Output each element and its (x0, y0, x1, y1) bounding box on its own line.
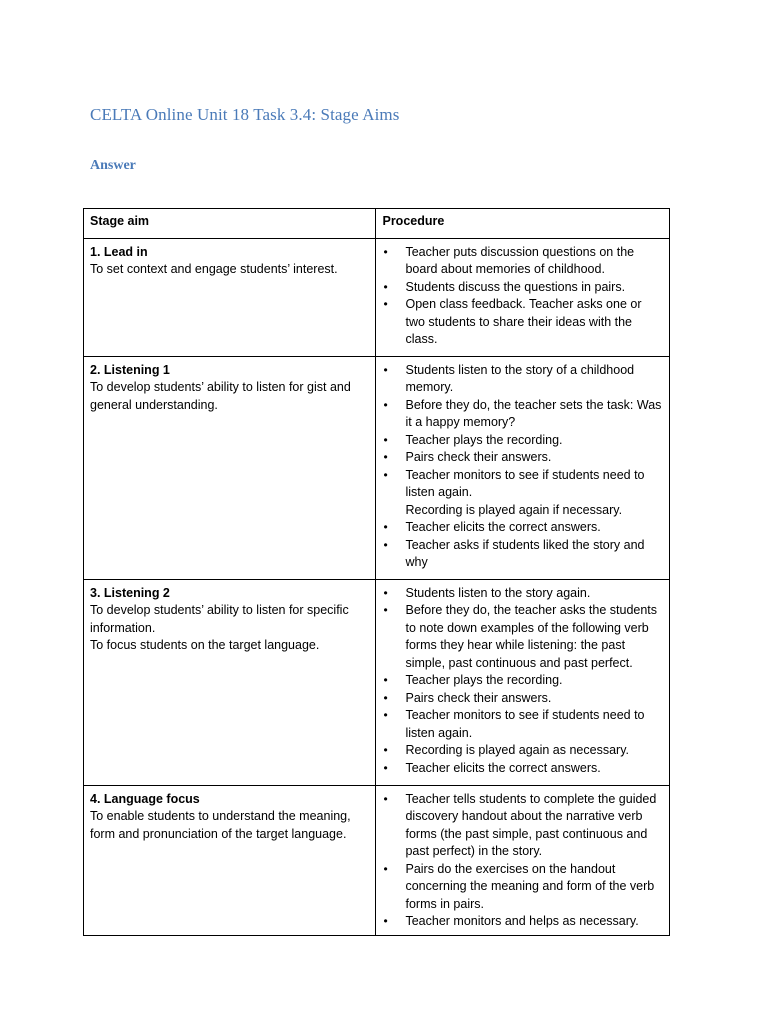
procedure-list (382, 791, 663, 931)
procedure-item: • Pairs check their answers. (382, 690, 663, 708)
procedure-item: • Open class feedback. Teacher asks one or two students to share their ideas with the class. (382, 296, 663, 349)
stage-name: 2. Listening 1 (90, 362, 170, 377)
table-row (84, 356, 670, 579)
procedure-item: • Before they do, the teacher sets the task: Was it a happy memory? (382, 397, 663, 432)
procedure-item: • Students listen to the story again. (382, 585, 663, 603)
procedure-item: • Teacher elicits the correct answers. (382, 760, 663, 778)
procedure-list (382, 585, 663, 778)
stage-aim-text: To focus students on the target language. (90, 638, 320, 652)
table-header-row (84, 209, 670, 239)
stage-aim-text: To develop students’ ability to listen for specific information. (90, 603, 349, 635)
answer-heading: Answer (90, 158, 136, 173)
stage-name: 3. Listening 2 (90, 585, 170, 600)
procedure-cell (376, 238, 670, 356)
procedure-item: • Pairs check their answers. (382, 449, 663, 467)
procedure-list (382, 244, 663, 349)
procedure-cell (376, 785, 670, 935)
procedure-item: • Teacher elicits the correct answers. (382, 519, 663, 537)
header-stage-aim: Stage aim (84, 209, 376, 239)
procedure-item: • Teacher tells students to complete the guided discovery handout about the narrative verb forms (the past simple, past continuous and past perfect) in the story. (382, 791, 663, 861)
procedure-item: • Students discuss the questions in pairs. (382, 279, 663, 297)
procedure-cell (376, 356, 670, 579)
procedure-item: Recording is played again if necessary. (405, 502, 623, 517)
procedure-list (382, 362, 663, 572)
stage-name: 4. Language focus (90, 791, 200, 806)
procedure-item: • Recording is played again as necessary. (382, 742, 663, 760)
procedure-item: • Before they do, the teacher asks the students to note down examples of the following verb forms they hear while listening: the past simple, past continuous and past perfect. (382, 602, 663, 672)
stage-aim-text: To set context and engage students’ interest. (90, 262, 338, 276)
procedure-item: • Teacher monitors and helps as necessary. (382, 913, 663, 931)
stage-aim-text: To develop students’ ability to listen for gist and general understanding. (90, 380, 351, 412)
stage-aim-cell (84, 356, 376, 579)
procedure-item: • Teacher monitors to see if students need to listen again. (382, 707, 663, 742)
stage-aims-table (83, 208, 670, 936)
procedure-cell (376, 579, 670, 785)
stage-aim-cell (84, 238, 376, 356)
procedure-item: • Pairs do the exercises on the handout concerning the meaning and form of the verb forms in pairs. (382, 861, 663, 914)
stage-aim-cell (84, 579, 376, 785)
procedure-item: • Teacher plays the recording. (382, 672, 663, 690)
table-row (84, 785, 670, 935)
procedure-item: • Students listen to the story of a childhood memory. (382, 362, 663, 397)
table-row (84, 238, 670, 356)
procedure-item: • Teacher plays the recording. (382, 432, 663, 450)
procedure-item: • Teacher asks if students liked the story and why (382, 537, 663, 572)
stage-aim-cell (84, 785, 376, 935)
table-row (84, 579, 670, 785)
stage-name: 1. Lead in (90, 244, 148, 259)
procedure-item: • Teacher monitors to see if students need to listen again. (382, 467, 663, 502)
procedure-item: • Teacher puts discussion questions on the board about memories of childhood. (382, 244, 663, 279)
header-procedure: Procedure (376, 209, 670, 239)
document-title: CELTA Online Unit 18 Task 3.4: Stage Aims (90, 105, 400, 124)
stage-aim-text: To enable students to understand the meaning, form and pronunciation of the target language. (90, 809, 351, 841)
